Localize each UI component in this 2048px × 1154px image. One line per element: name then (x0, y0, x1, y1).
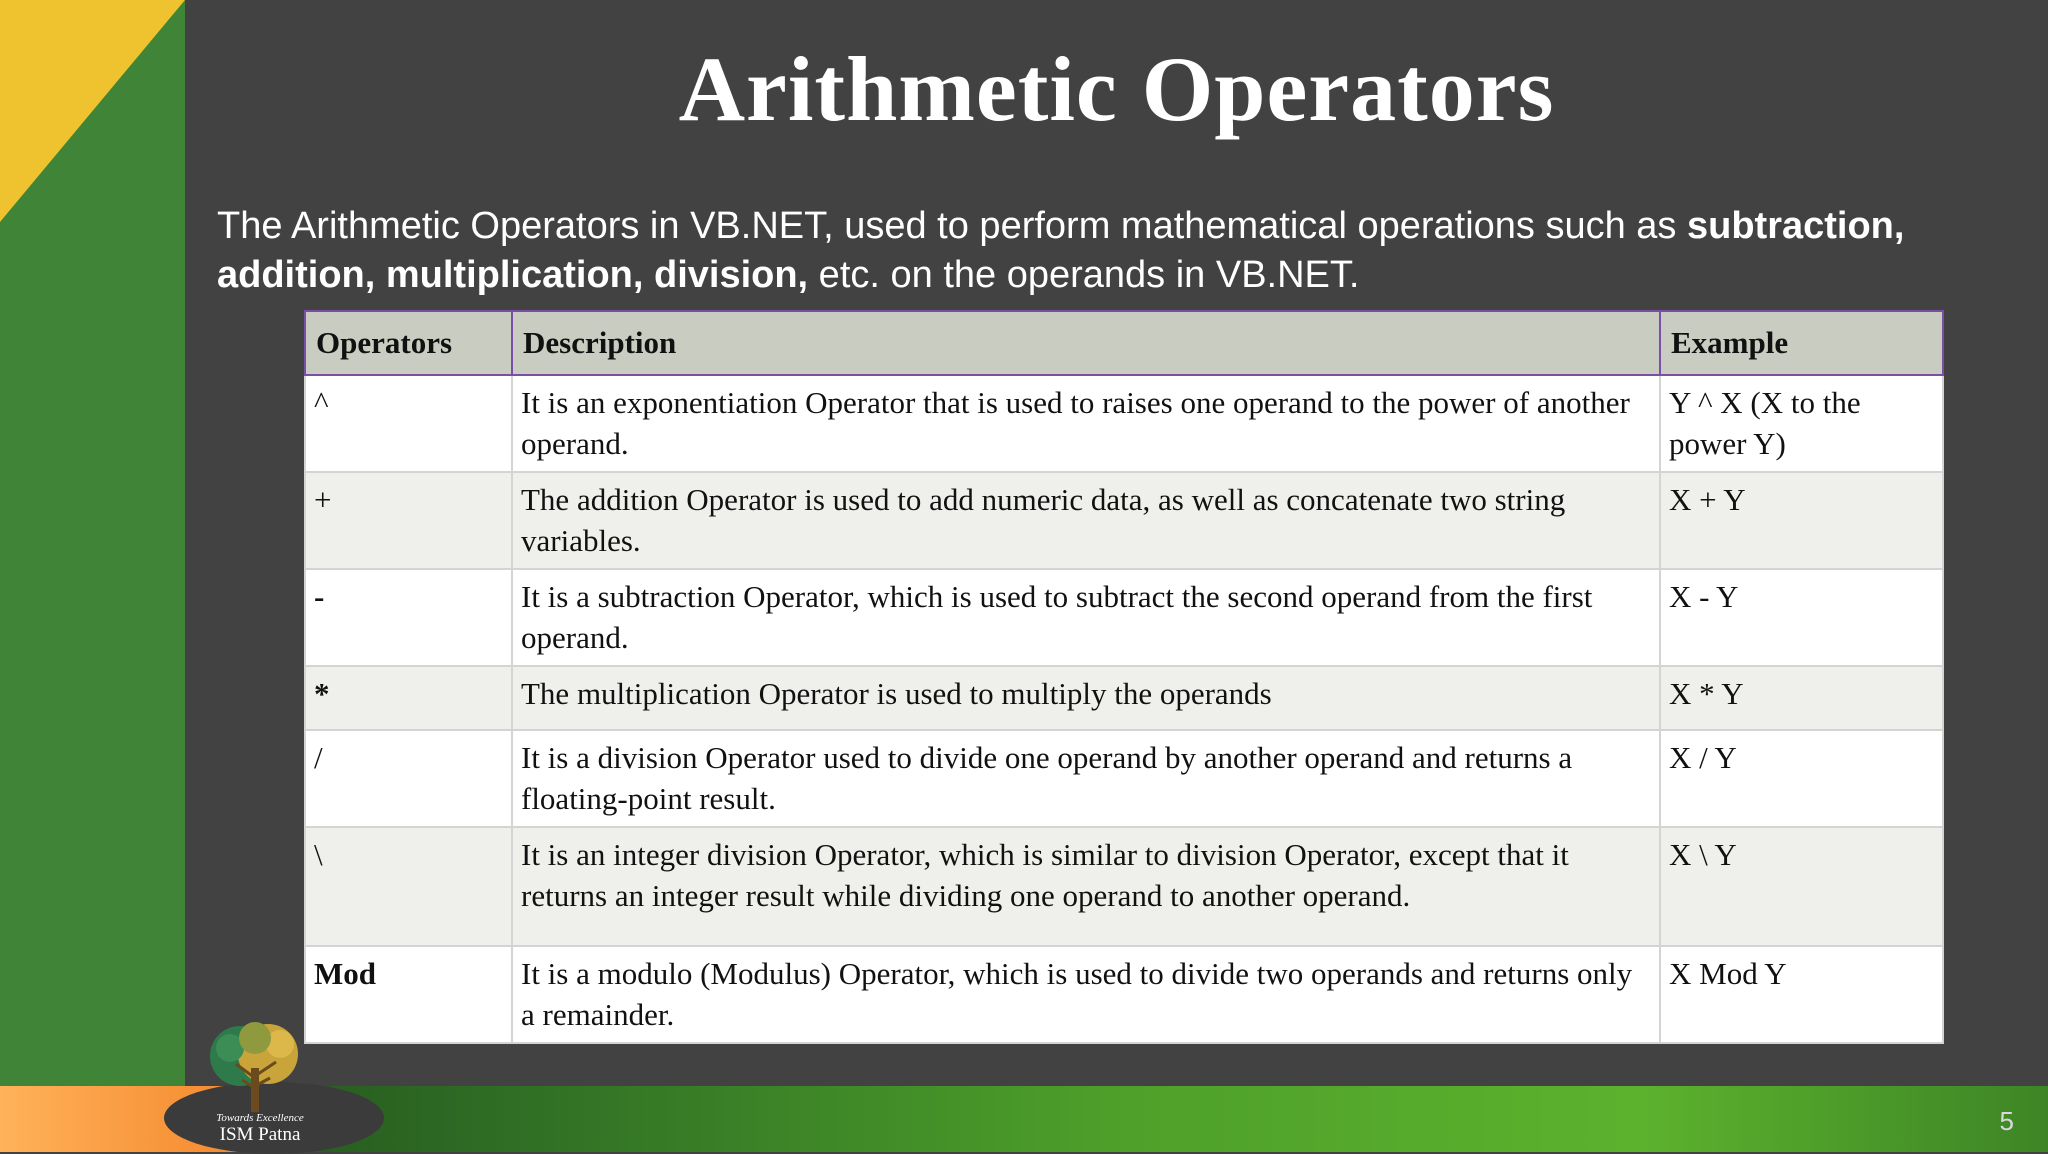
intro-text-after: etc. on the operands in VB.NET. (808, 254, 1360, 296)
table-row (305, 375, 1943, 472)
example-cell: X - Y (1660, 569, 1943, 666)
header-example: Example (1660, 311, 1943, 375)
slide-title: Arithmetic Operators (678, 38, 1555, 140)
description-cell: The addition Operator is used to add numeric data, as well as concatenate two string variables. (512, 472, 1660, 569)
intro-bold-text: subtraction, addition, multiplication, division, (217, 205, 1905, 296)
example-cell: X Mod Y (1660, 946, 1943, 1043)
description-cell: It is a modulo (Modulus) Operator, which is used to divide two operands and returns only a remainder. (512, 946, 1660, 1043)
operator-cell: Mod (305, 946, 512, 1043)
table-row (305, 827, 1943, 946)
intro-text-before: The Arithmetic Operators in VB.NET, used to perform mathematical operations such as (217, 205, 1687, 247)
description-cell: It is an integer division Operator, which is similar to division Operator, except that it returns an integer result while dividing one operand to another operand. (512, 827, 1660, 946)
example-cell: X / Y (1660, 730, 1943, 827)
table-row (305, 946, 1943, 1043)
example-cell: X \ Y (1660, 827, 1943, 946)
table-row (305, 730, 1943, 827)
operator-cell: \ (305, 827, 512, 946)
tree-logo-icon (200, 1018, 312, 1118)
example-cell: X * Y (1660, 666, 1943, 730)
corner-yellow-triangle (0, 0, 185, 222)
table-header-row (305, 311, 1943, 375)
example-cell: Y ^ X (X to the power Y) (1660, 375, 1943, 472)
operator-cell: + (305, 472, 512, 569)
logo-name: ISM Patna (219, 1124, 301, 1145)
description-cell: It is a subtraction Operator, which is used to subtract the second operand from the first operand. (512, 569, 1660, 666)
description-cell: The multiplication Operator is used to multiply the operands (512, 666, 1660, 730)
operator-cell: / (305, 730, 512, 827)
table-row (305, 666, 1943, 730)
operator-cell: - (305, 569, 512, 666)
example-cell: X + Y (1660, 472, 1943, 569)
table-row (305, 569, 1943, 666)
description-cell: It is an exponentiation Operator that is used to raises one operand to the power of another operand. (512, 375, 1660, 472)
operator-cell: * (305, 666, 512, 730)
header-operators: Operators (305, 311, 512, 375)
description-cell: It is a division Operator used to divide one operand by another operand and returns a floating-point result. (512, 730, 1660, 827)
page-number: 5 (1999, 1106, 2014, 1136)
operators-table (304, 310, 1944, 1044)
operator-cell: ^ (305, 375, 512, 472)
logo-tagline: Towards Excellence (216, 1112, 304, 1124)
header-description: Description (512, 311, 1660, 375)
table-row (305, 472, 1943, 569)
intro-paragraph (217, 202, 2017, 300)
